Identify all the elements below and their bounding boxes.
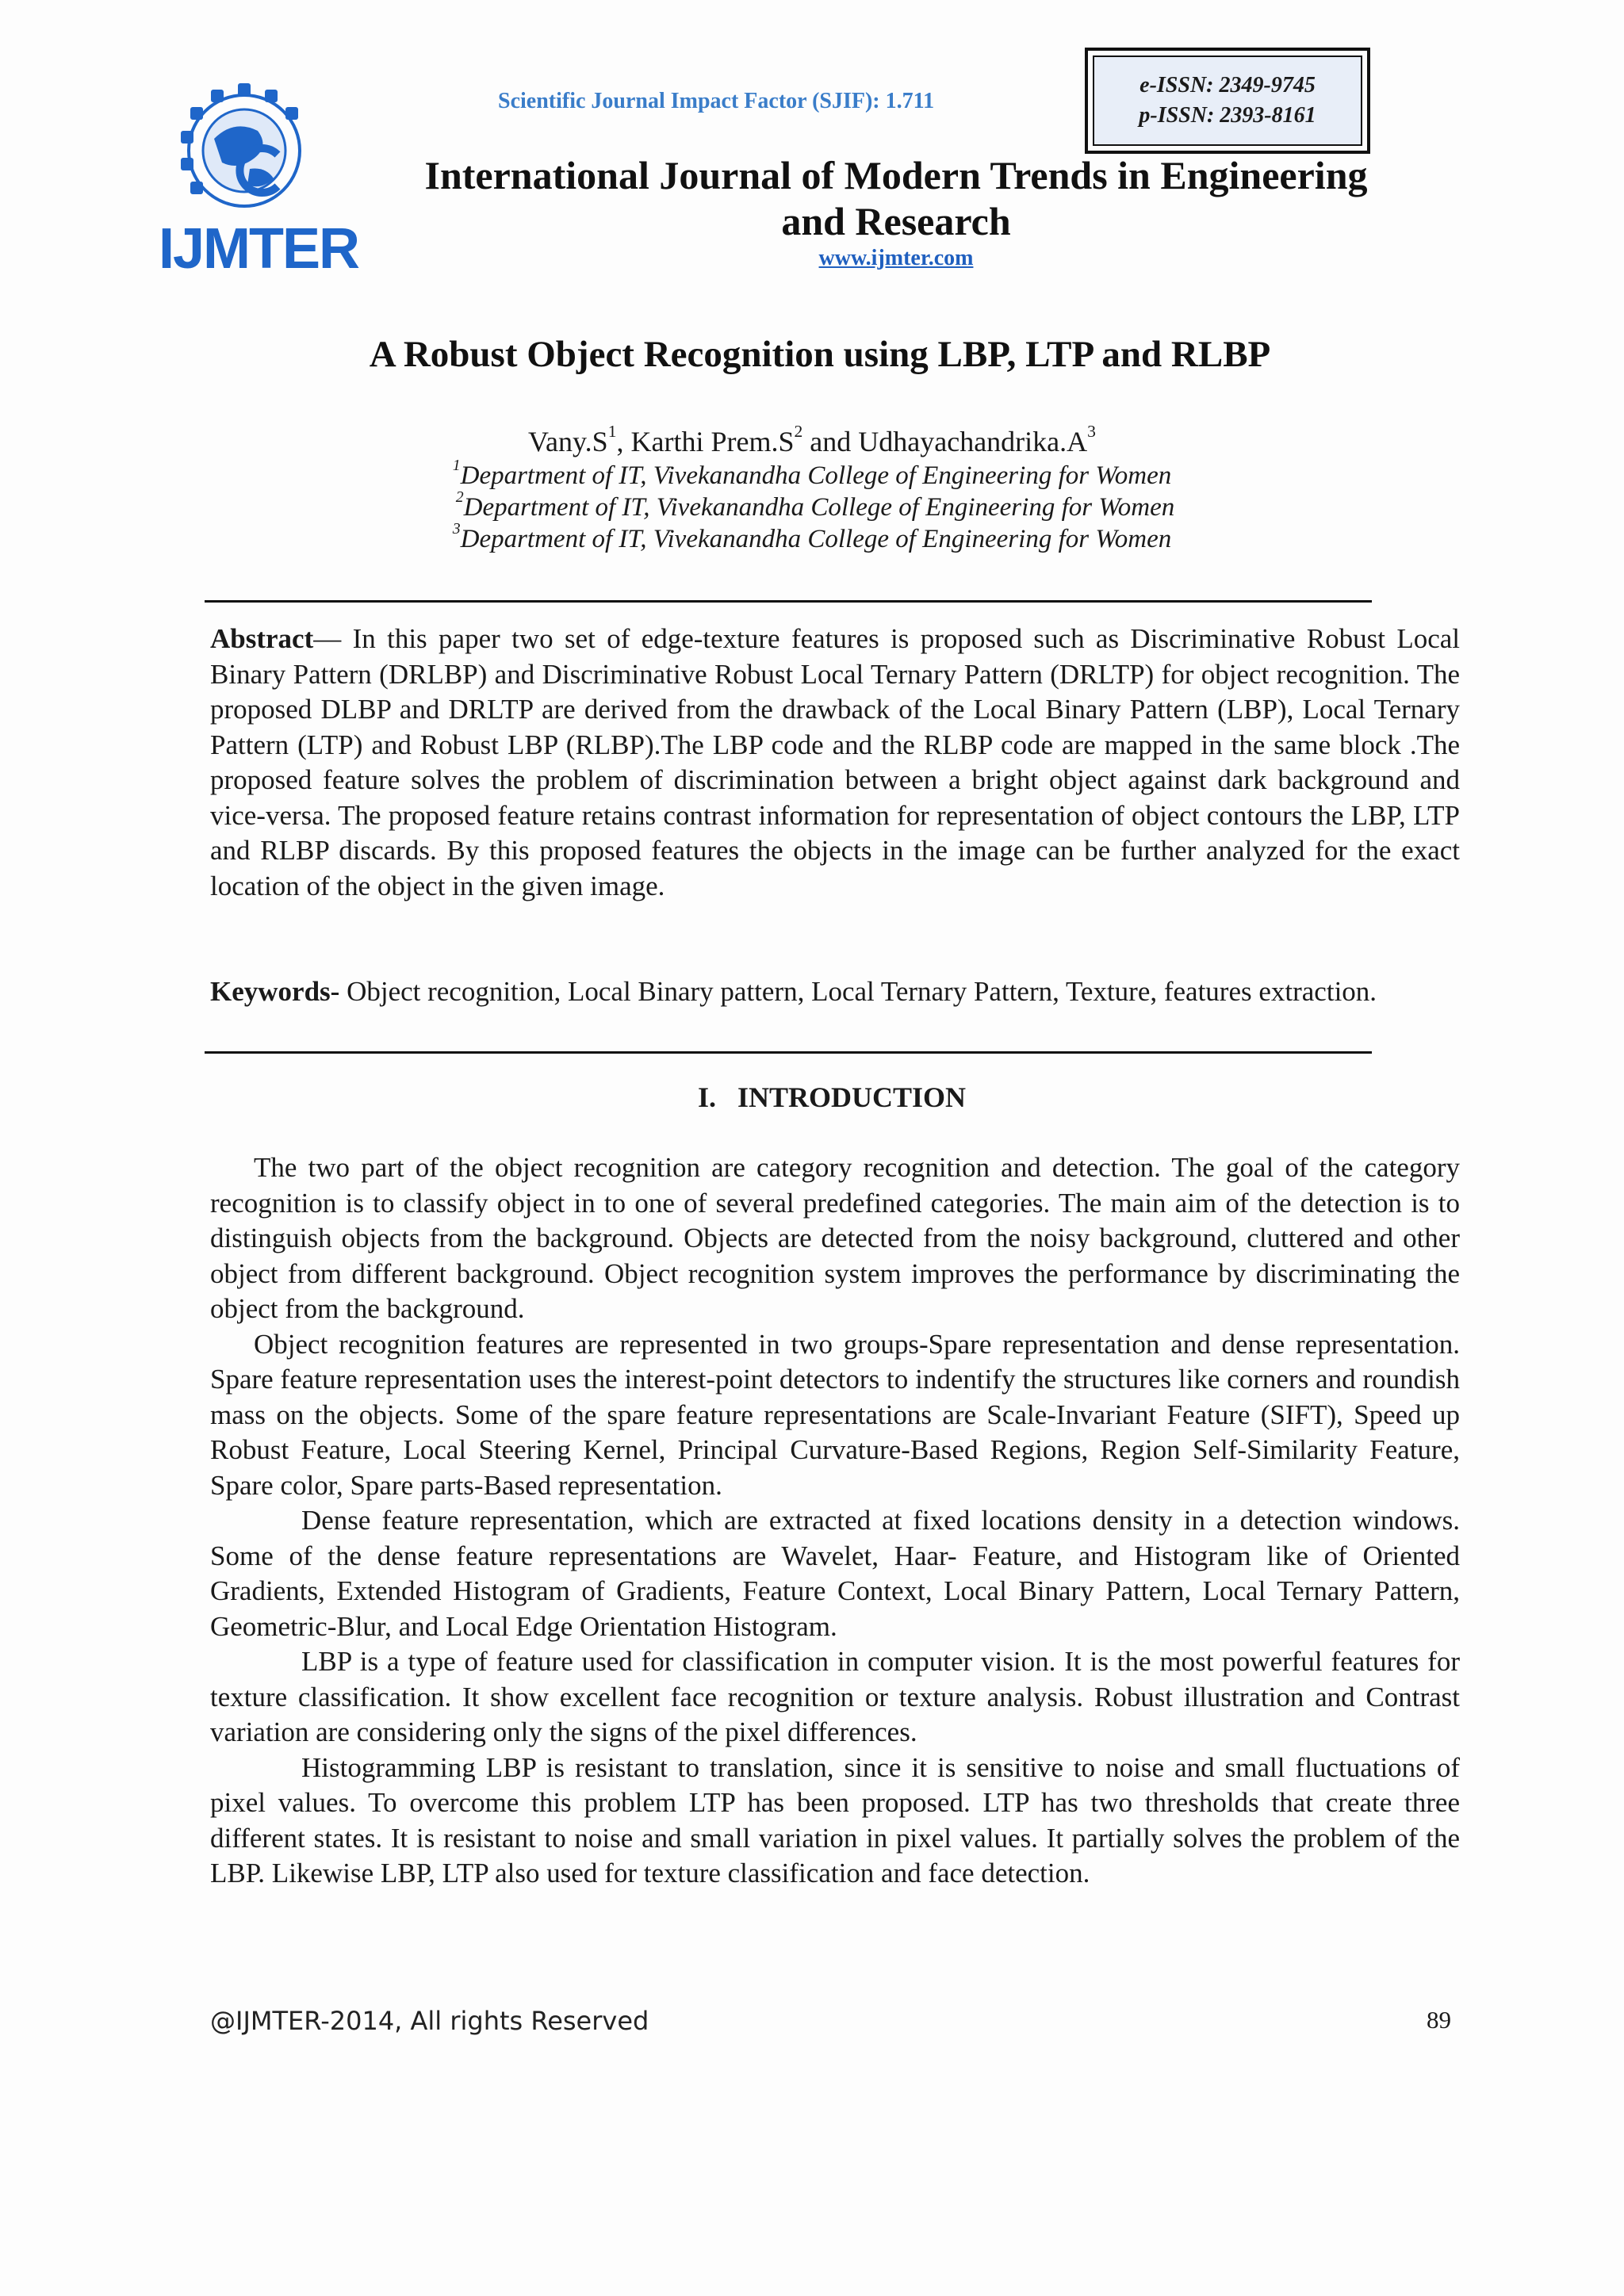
- affiliation: [0, 457, 1624, 491]
- abstract-text: — In this paper two set of edge-texture features is proposed such as Discriminative Robust Local Binary Pattern (DRLBP) and Discriminative Robust Local Ternary Pattern (DRLTP) for object recognition. The proposed DLBP and DRLTP are derived from the drawback of the Local Binary Pattern (LBP), Local Ternary Pattern (LTP) and Robust LBP (RLBP).The LBP code and the RLBP code are mapped in the same block .The proposed feature solves the problem of discrimination between a bright object against dark background and vice-versa. The proposed feature retains contrast information for representation of object contours the LBP, LTP and RLBP discards. By this proposed features the objects in the image can be further analyzed for the exact location of the object in the given image.: [210, 623, 1460, 901]
- keywords: [210, 974, 1460, 1010]
- affiliation-text: Department of IT, Vivekanandha College of Engineering for Women: [460, 461, 1172, 490]
- journal-title: [373, 152, 1419, 244]
- author-separator: and: [802, 426, 859, 457]
- page-number: 89: [1427, 2006, 1451, 2034]
- impact-factor: Scientific Journal Impact Factor (SJIF): 1.711: [498, 89, 935, 113]
- p-issn: p-ISSN: 2393-8161: [1139, 103, 1316, 128]
- affiliation-text: Department of IT, Vivekanandha College of Engineering for Women: [460, 525, 1172, 553]
- keywords-text: Object recognition, Local Binary pattern, Local Ternary Pattern, Texture, features extraction.: [339, 976, 1377, 1007]
- author-name: Udhayachandrika.A: [858, 426, 1088, 457]
- author-name: Karthi Prem.S: [630, 426, 795, 457]
- author-sup: 2: [794, 421, 803, 441]
- paragraph: LBP is a type of feature used for classification in computer vision. It is the most powerful features for texture classification. It show excellent face recognition or texture analysis. Robust illustration and Contrast variation are considering only the signs of the pixel differences.: [210, 1646, 1460, 1747]
- journal-title-line2: and Research: [781, 199, 1011, 243]
- section-heading: I. INTRODUCTION: [697, 1081, 967, 1113]
- affiliation-text: Department of IT, Vivekanandha College of Engineering for Women: [463, 493, 1175, 522]
- introduction-body: [210, 1150, 1460, 1892]
- affiliation-sup: 2: [455, 488, 464, 507]
- copyright-footer: @IJMTER-2014, All rights Reserved: [210, 2006, 649, 2036]
- author-separator: ,: [616, 426, 631, 457]
- e-issn: e-ISSN: 2349-9745: [1139, 73, 1316, 98]
- author-sup: 1: [607, 421, 617, 441]
- affiliation-sup: 3: [452, 520, 461, 538]
- author-sup: 3: [1087, 421, 1096, 441]
- abstract: [210, 622, 1460, 904]
- issn-box: [1085, 48, 1370, 154]
- paragraph: Histogramming LBP is resistant to translation, since it is sensitive to noise and small fluctuations of pixel values. To overcome this problem LTP has been proposed. LTP has two thresholds that create three different states. It is resistant to noise and small variation in pixel values. It partially solves the problem of the LBP. Likewise LBP, LTP also used for texture classification and face detection.: [210, 1751, 1460, 1888]
- keywords-label: Keywords-: [210, 976, 340, 1007]
- affiliation: [0, 488, 1624, 522]
- journal-title-line1: International Journal of Modern Trends in Engineering: [424, 153, 1368, 197]
- affiliation-sup: 1: [452, 457, 461, 475]
- paragraph: Dense feature representation, which are extracted at fixed locations density in a detection windows. Some of the dense feature representations are Wavelet, Haar- Feature, and Histogram like of Oriented Gradients, Extended Histogram of Gradients, Feature Context, Local Binary Pattern, Local Ternary Pattern, Geometric-Blur, and Local Edge Orientation Histogram.: [210, 1505, 1460, 1642]
- affiliation: [0, 520, 1624, 554]
- divider: [205, 1051, 1372, 1054]
- divider: [205, 600, 1372, 603]
- author-list: [0, 421, 1624, 458]
- journal-url-link[interactable]: www.ijmter.com: [818, 246, 974, 270]
- paragraph: Object recognition features are represented in two groups-Spare representation and dense representation. Spare feature representation uses the interest-point detectors to indentify the structures like corners and roundish mass on the objects. Some of the spare feature representations are Scale-Invariant Feature (SIFT), Speed up Robust Feature, Local Steering Kernel, Principal Curvature-Based Regions, Region Self-Similarity Feature, Spare color, Spare parts-Based representation.: [210, 1328, 1460, 1501]
- abstract-label: Abstract: [210, 623, 314, 654]
- author-name: Vany.S: [528, 426, 608, 457]
- journal-logo: [159, 75, 359, 289]
- paper-title: A Robust Object Recognition using LBP, LTP and RLBP: [369, 334, 1271, 375]
- logo-text: IJMTER: [159, 217, 359, 281]
- paragraph: The two part of the object recognition are category recognition and detection. The goal of the category recognition is to classify object in to one of several predefined categories. The main aim of the detection is to distinguish objects from the background. Objects are detected from the noisy background, cluttered and other object from different background. Object recognition system improves the performance by discriminating the object from the background.: [210, 1152, 1460, 1324]
